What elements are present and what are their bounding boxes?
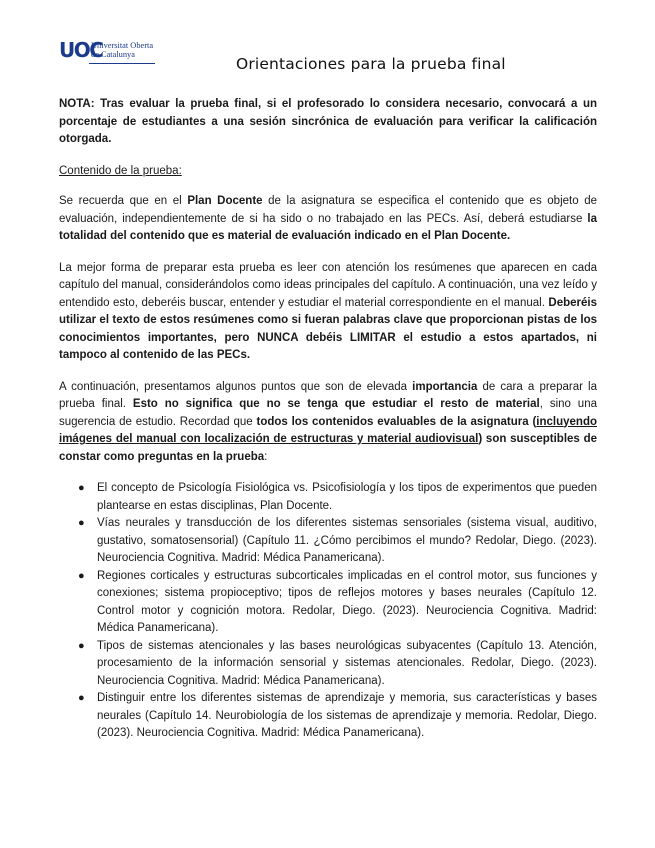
list-item — [78, 515, 597, 568]
logo-name-line1: Universitat Oberta — [91, 41, 154, 50]
p3-bold-2: Esto no significa que no se tenga que estudiar el resto de material — [132, 398, 540, 410]
list-item-text: Distinguir entre los diferentes sistemas de aprendizaje y memoria, sus características y bases neurales (Capítulo 14. Neurobiología de los sistemas de aprendizaje y memoria. Redolar, Diego. (2023). Neurociencia Cognitiva. Madrid: Médica Panamericana). — [97, 692, 597, 739]
list-item-text: Vías neurales y transducción de los diferentes sistemas sensoriales (sistema visual, auditivo, gustativo, somatosensorial) (Capítulo 11. ¿Cómo percibimos el mundo? Redolar, Diego. (2023). Neurociencia Cognitiva. Madrid: Médica Panamericana). — [97, 517, 597, 564]
p3-text-2: de cara a preparar la prueba final. — [59, 380, 598, 410]
list-item-text: Regiones corticales y estructuras subcorticales implicadas en el control motor, sus funciones y conexiones; sistema propioceptivo; tipos de reflejos motores y bases neurales (Capítulo 12. Control motor y cognición motora. Redolar, Diego. (2023). Neurociencia Cognitiva. Madrid: Médica Panamericana). — [97, 569, 597, 634]
p3-text-4: : — [264, 450, 268, 463]
list-item-text: El concepto de Psicología Fisiológica vs. Psicofisiología y los tipos de experimentos que pueden plantearse en estas disciplinas, Plan Docente. — [97, 482, 597, 512]
p2-bold-1: Deberéis utilizar el texto de estos resúmenes como si fueran palabras clave que proporcionan pistas de los conocimientos importantes, pero NUNCA debéis LIMITAR el estudio a estos apartados, ni tampoco al contenido de las PECs. — [59, 296, 597, 361]
key-points-paragraph — [59, 379, 597, 467]
note-text: Tras evaluar la prueba final, si el profesorado lo considera necesario, convocará a un porcentaje de estudiantes a una sesión sincrónica de evaluación para verificar la calificación otorgada. — [59, 98, 597, 145]
p3-bold-4: ) son susceptibles de constar como preguntas en la prueba — [59, 433, 597, 463]
logo-mark: UOC — [59, 38, 103, 62]
document-body — [59, 96, 597, 743]
list-item — [78, 638, 597, 691]
p1-text-1: Se recuerda que en el — [59, 195, 188, 207]
section-heading: Contenido de la prueba: — [59, 164, 182, 177]
page-title: Orientaciones para la prueba final — [236, 55, 506, 73]
p1-bold-2: la totalidad del contenido que es material de evaluación indicado en el Plan Docente. — [59, 212, 597, 242]
uoc-logo — [59, 38, 155, 66]
list-item-text: Tipos de sistemas atencionales y las bases neurológicas subyacentes (Capítulo 13. Atención, procesamiento de la información sensorial y sistemas atencionales. Redolar, Diego. (2023). Neurociencia Cognitiva. Madrid: Médica Panamericana). — [97, 639, 597, 687]
plan-docente-paragraph — [59, 193, 597, 246]
bullet-icon: ● — [78, 517, 85, 529]
note-label: NOTA: — [59, 98, 95, 110]
bullet-icon: ● — [78, 639, 85, 652]
p1-text-2: de la asignatura se especifica el contenido que es objeto de evaluación, independientemente de si ha sido o no trabajado en las PECs. Así, deberá estudiarse — [59, 195, 597, 225]
logo-underline — [89, 63, 155, 64]
p3-text-1: A continuación, presentamos algunos puntos que son de elevada — [59, 380, 413, 393]
p3-bold-3: todos los contenidos evaluables de la asignatura ( — [256, 415, 537, 428]
bullet-icon: ● — [78, 482, 85, 494]
logo-name — [91, 41, 157, 59]
p3-bold-1: importancia — [412, 380, 478, 393]
bullet-icon: ● — [78, 692, 85, 704]
logo-name-line2: de Catalunya — [91, 50, 135, 59]
note-paragraph — [59, 96, 597, 149]
study-method-paragraph — [59, 260, 597, 365]
key-points-list — [59, 480, 597, 743]
list-item — [78, 568, 597, 638]
list-item — [78, 480, 597, 515]
p2-text-1: La mejor forma de preparar esta prueba es leer con atención los resúmenes que aparecen en cada capítulo del manual, considerándolos como ideas principales del capítulo. A continuación, una vez leído y entendido esto, deberéis buscar, entender y estudiar el material correspondiente en el manual. — [59, 261, 597, 309]
p3-text-3: , sino una sugerencia de estudio. Recordad que — [59, 398, 597, 428]
list-item — [78, 690, 597, 743]
bullet-icon: ● — [78, 569, 85, 582]
p1-bold-1: Plan Docente — [187, 195, 263, 207]
p3-bold-underlined: incluyendo imágenes del manual con localización de estructuras y material audiovisual — [59, 415, 597, 445]
